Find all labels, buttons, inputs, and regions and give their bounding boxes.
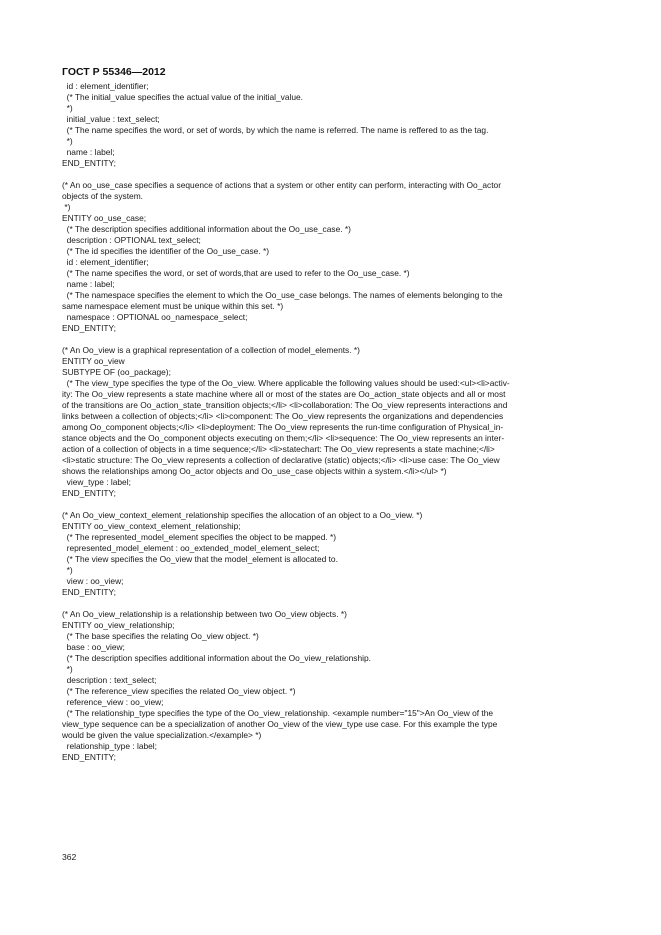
code-line: description : text_select; — [62, 675, 157, 685]
code-line: description : OPTIONAL text_select; — [62, 235, 201, 245]
code-line: namespace : OPTIONAL oo_namespace_select; — [62, 312, 248, 322]
code-line: (* The namespace specifies the element to which the Oo_use_case belongs. The names of elements belonging to the — [62, 290, 503, 300]
code-line: name : label; — [62, 279, 115, 289]
code-line: objects of the system. — [62, 191, 143, 201]
code-line: END_ENTITY; — [62, 158, 116, 168]
document-body — [62, 81, 602, 763]
code-line: links between a collection of objects;</li> <li>component: The Oo_view represents the organizations and dependencies — [62, 411, 504, 421]
code-line: (* The id specifies the identifier of the Oo_use_case. *) — [62, 246, 270, 256]
code-line: (* The name specifies the word, or set of words,that are used to refer to the Oo_use_case. *) — [62, 268, 410, 278]
code-line: ity: The Oo_view represents a state machine where all or most of the states are Oo_action_state objects and all or most — [62, 389, 506, 399]
code-line: initial_value : text_select; — [62, 114, 160, 124]
code-line: same namespace element must be unique within this set. *) — [62, 301, 284, 311]
code-line: <li>static structure: The Oo_view represents a collection of declarative (static) objects;</li> <li>use case: The Oo_view — [62, 455, 500, 465]
blank-line — [62, 334, 602, 345]
code-line: (* The view_type specifies the type of the Oo_view. Where applicable the following values should be used:<ul><li>activ- — [62, 378, 510, 388]
code-line: shows the relationships among Oo_actor objects and Oo_use_case objects within a system.</li></ul> *) — [62, 466, 447, 476]
code-line: would be given the value specialization.</example> *) — [62, 730, 262, 740]
code-line: of the transitions are Oo_action_state_transition objects;</li> <li>collaboration: The Oo_view represents interactions and — [62, 400, 508, 410]
code-line: (* An Oo_view_relationship is a relationship between two Oo_view objects. *) — [62, 609, 347, 619]
code-line: *) — [62, 103, 73, 113]
code-line: view_type : label; — [62, 477, 131, 487]
code-line: relationship_type : label; — [62, 741, 157, 751]
code-line: *) — [62, 136, 73, 146]
code-line: END_ENTITY; — [62, 752, 116, 762]
code-line: *) — [62, 565, 73, 575]
code-line: SUBTYPE OF (oo_package); — [62, 367, 171, 377]
code-line: END_ENTITY; — [62, 587, 116, 597]
code-line: ENTITY oo_view_context_element_relationship; — [62, 521, 241, 531]
code-line: action of a collection of objects in a time sequence;</li> <li>statechart: The Oo_view represents a state machine;</li> — [62, 444, 495, 454]
code-line: stance objects and the Oo_component objects executing on them;</li> <li>sequence: The Oo_view represents an inter- — [62, 433, 505, 443]
code-line: id : element_identifier; — [62, 81, 149, 91]
code-line: (* The view specifies the Oo_view that the model_element is allocated to. — [62, 554, 338, 564]
code-line: represented_model_element : oo_extended_model_element_select; — [62, 543, 320, 553]
code-line: (* The description specifies additional information about the Oo_use_case. *) — [62, 224, 351, 234]
code-line: among Oo_component objects;</li> <li>deployment: The Oo_view represents the run-time configuration of Physical_in- — [62, 422, 504, 432]
code-line: (* The initial_value specifies the actual value of the initial_value. — [62, 92, 304, 102]
code-line: view : oo_view; — [62, 576, 124, 586]
code-line: (* The description specifies additional information about the Oo_view_relationship. — [62, 653, 371, 663]
code-line: ENTITY oo_view_relationship; — [62, 620, 175, 630]
code-line: (* The base specifies the relating Oo_view object. *) — [62, 631, 259, 641]
code-line: (* The relationship_type specifies the type of the Oo_view_relationship. <example number="15">An Oo_view of the — [62, 708, 494, 718]
code-line: id : element_identifier; — [62, 257, 149, 267]
code-line: (* The name specifies the word, or set of words, by which the name is referred. The name is reffered to as the tag. — [62, 125, 489, 135]
code-line: (* The represented_model_element specifies the object to be mapped. *) — [62, 532, 337, 542]
code-line: END_ENTITY; — [62, 488, 116, 498]
blank-line — [62, 499, 602, 510]
code-line: *) — [62, 664, 73, 674]
page-header: ГОСТ Р 55346—2012 — [62, 66, 166, 78]
blank-line — [62, 598, 602, 609]
code-line: (* An Oo_view is a graphical representation of a collection of model_elements. *) — [62, 345, 360, 355]
code-line: base : oo_view; — [62, 642, 125, 652]
code-line: ENTITY oo_use_case; — [62, 213, 147, 223]
code-line: (* The reference_view specifies the related Oo_view object. *) — [62, 686, 296, 696]
code-line: reference_view : oo_view; — [62, 697, 164, 707]
page-number: 362 — [62, 852, 77, 862]
blank-line — [62, 169, 602, 180]
code-line: END_ENTITY; — [62, 323, 116, 333]
code-line: (* An oo_use_case specifies a sequence of actions that a system or other entity can perform, interacting with Oo_actor — [62, 180, 501, 190]
code-line: ENTITY oo_view — [62, 356, 125, 366]
code-line: view_type sequence can be a specialization of another Oo_view of the view_type use case. For this example the type — [62, 719, 498, 729]
code-line: *) — [62, 202, 71, 212]
code-line: name : label; — [62, 147, 115, 157]
code-line: (* An Oo_view_context_element_relationship specifies the allocation of an object to a Oo_view. *) — [62, 510, 423, 520]
